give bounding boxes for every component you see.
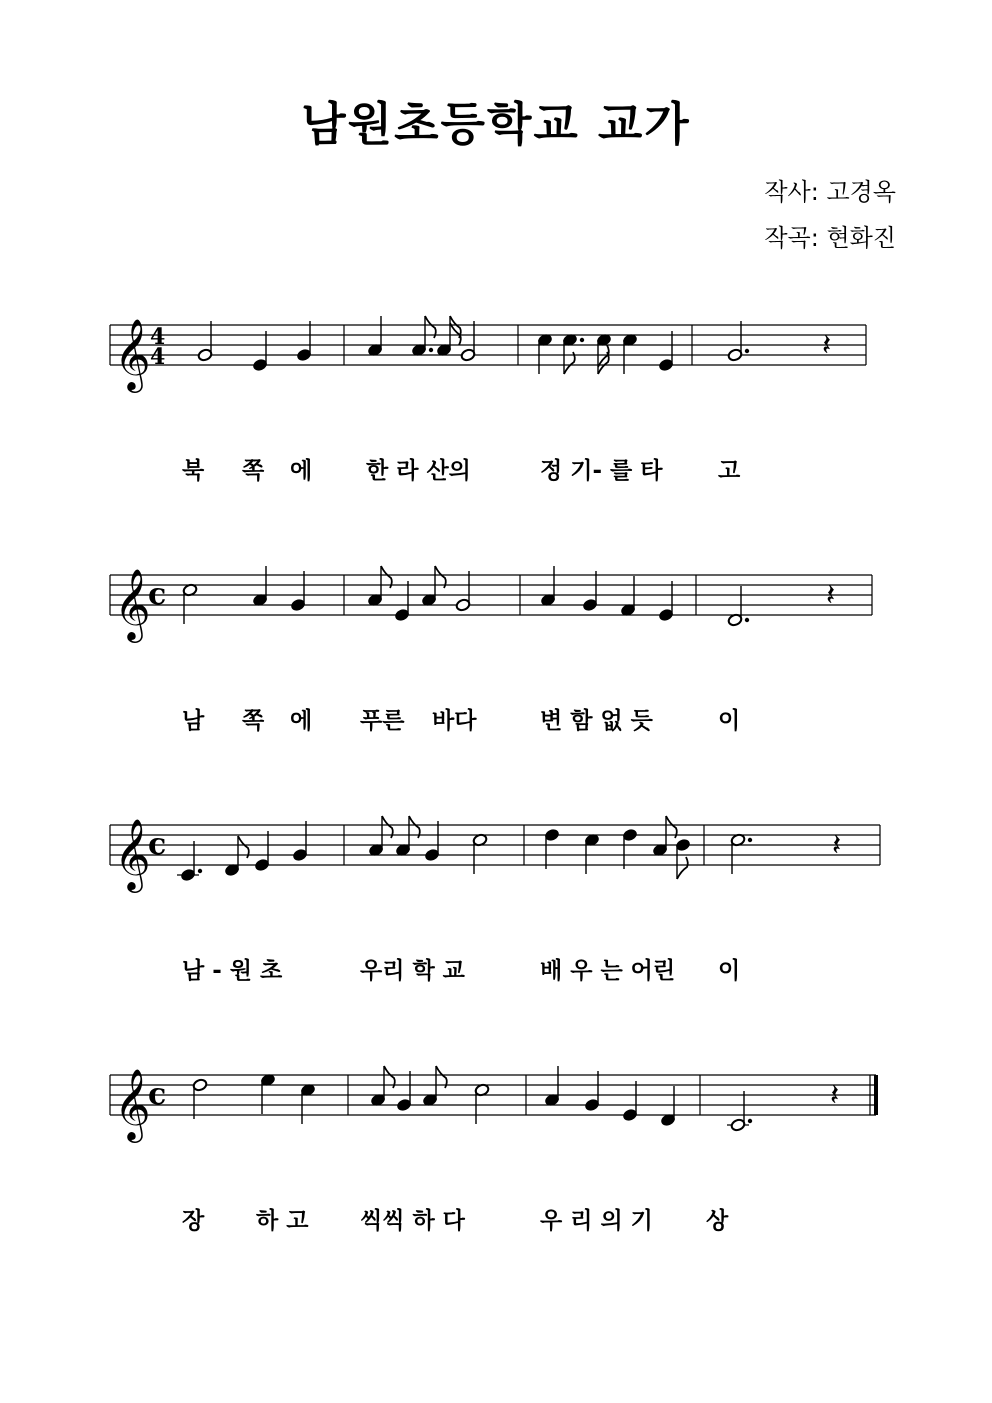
- lyrics-line-3: [0, 952, 992, 982]
- lyric-word: 장: [182, 1208, 205, 1234]
- dot: [580, 338, 584, 342]
- lyric-word: 이: [718, 708, 741, 734]
- common-time-icon: c: [148, 577, 167, 612]
- treble-clef-icon: 𝄞: [114, 567, 151, 640]
- lyrics-line-1: [0, 452, 992, 482]
- lyricist-credit: 작사: 고경옥: [764, 178, 896, 206]
- lyric-word: 에: [290, 708, 313, 734]
- dot: [745, 618, 749, 622]
- lyric-word: 한 라 산의: [366, 458, 471, 484]
- lyric-word: 하 고: [256, 1208, 309, 1234]
- lyric-word: 에: [290, 458, 313, 484]
- dot: [429, 348, 433, 352]
- treble-clef-icon: 𝄞: [114, 817, 151, 890]
- note-flag: [598, 345, 609, 367]
- quarter-rest-icon: 𝄽: [826, 578, 836, 613]
- time-signature-bottom: 4: [150, 344, 166, 370]
- lyric-word: 푸른: [360, 708, 405, 734]
- common-time-icon: c: [148, 827, 167, 862]
- lyric-word: 변 함 없 듯: [540, 708, 653, 734]
- lyric-word: 고: [718, 458, 741, 484]
- composer-credit: 작곡: 현화진: [764, 224, 896, 252]
- lyric-word: 정 기- 를 타: [540, 458, 663, 484]
- page-title: 남원초등학교 교가: [301, 97, 691, 151]
- lyric-word: 북: [182, 458, 205, 484]
- time-signature-top: 4: [150, 324, 166, 350]
- lyric-word: 씩씩 하 다: [360, 1208, 465, 1234]
- quarter-rest-icon: 𝄽: [832, 828, 842, 863]
- lyric-word: 우 리 의 기: [540, 1208, 653, 1234]
- lyric-word: 배 우 는 어린: [540, 958, 676, 984]
- common-time-icon: c: [148, 1077, 167, 1112]
- lyric-word: 이: [718, 958, 741, 984]
- lyrics-line-2: [0, 702, 992, 732]
- lyric-word: 상: [706, 1208, 729, 1234]
- lyric-word: 쪽: [242, 708, 265, 734]
- lyric-word: 남 - 원 초: [182, 958, 283, 984]
- lyric-word: 바다: [432, 708, 477, 734]
- lyrics-line-4: [0, 1202, 992, 1232]
- dot: [198, 869, 202, 873]
- lyric-word: 남: [182, 708, 205, 734]
- lyric-word: 우리 학 교: [360, 958, 465, 984]
- quarter-rest-icon: 𝄽: [830, 1078, 840, 1113]
- treble-clef-icon: 𝄞: [114, 317, 151, 390]
- dot: [748, 1119, 752, 1123]
- dot: [745, 349, 749, 353]
- note-flag: [450, 323, 461, 345]
- dot: [748, 838, 752, 842]
- note-flag: [677, 857, 688, 879]
- quarter-rest-icon: 𝄽: [822, 328, 832, 363]
- treble-clef-icon: 𝄞: [114, 1067, 151, 1140]
- lyric-word: 쪽: [242, 458, 265, 484]
